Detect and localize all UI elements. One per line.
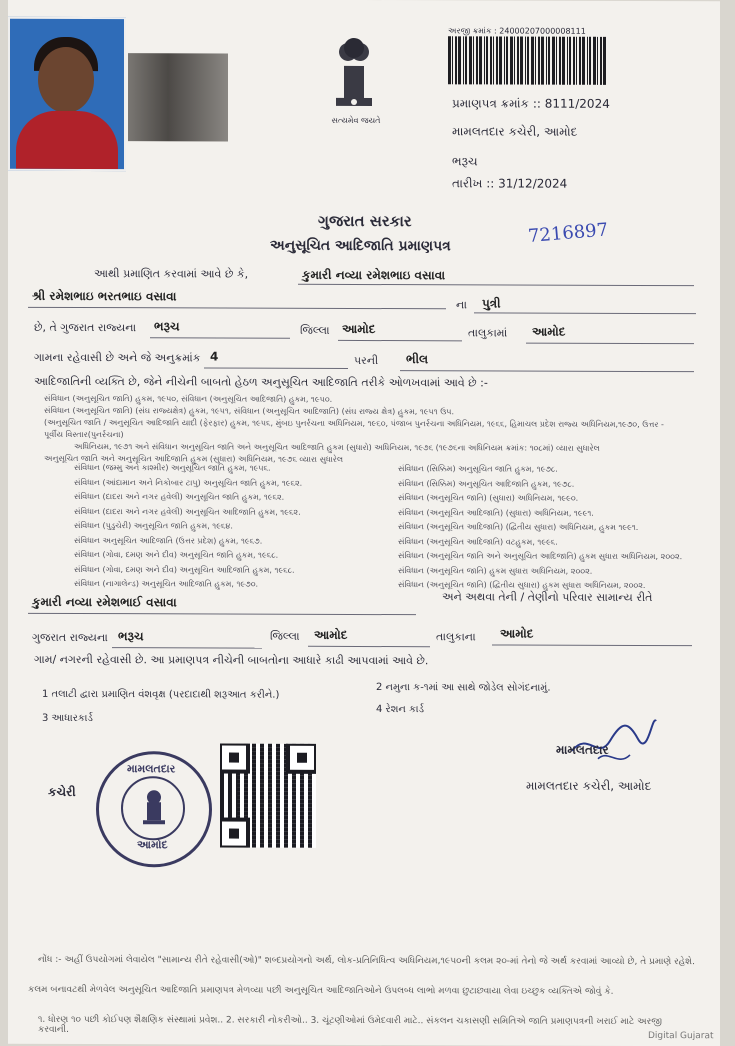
order-item: સંવિધાન (અનુસૂચિત આદિજાતિ) (દ્વિતીય સુધારા) અધિનિયમ, હુકમ ૧૯૯૧. [398, 522, 639, 532]
order-item: સંવિધાન (ગોવા, દમણ અને દીવ) અનુસૂચિત જાતિ હુકમ, ૧૯૬૮. [74, 549, 279, 560]
application-number: અરજી ક્રમાંક : 24000207000008111 [448, 26, 586, 36]
father-name: શ્રી રમેશભાઇ ભરતભાઇ વસાવા [32, 288, 177, 304]
district-value-2: ભરૂચ [118, 629, 144, 644]
emblem-seal-icon [137, 788, 171, 828]
photo-placeholder [128, 53, 228, 141]
seal-office-label: કચેરી [48, 784, 76, 799]
basis-item: 1 તલાટી દ્વારા પ્રમાણિત વંશવૃક્ષ (પરદાદાથી શરૂઆત કરીને.) [42, 688, 280, 701]
basis-item: 2 નમુના ક-૧માં આ સાથે જોડેલ સોગંદનામું. [376, 682, 551, 694]
handwritten-number: 7216897 [527, 219, 609, 248]
district-value: ભરૂચ [154, 319, 180, 334]
state-label-2: ગુજરાત રાજ્યના [32, 630, 108, 645]
order-item: સંવિધાન (નાગાલેન્ડ) અનુસૂચિત આદિજાતિ હુકમ, ૧૯૭૦. [74, 578, 259, 589]
recognition-text: આદિજાતિની વ્યક્તિ છે, જેને નીચેની બાબતો હેઠળ અનુસૂચિત આદિજાતિ તરીકે ઓળખવામાં આવે છે :- [34, 374, 488, 390]
taluka-label: તાલુકામાં [468, 326, 508, 340]
order-item: સંવિધાન (પુડુચેરી) અનુસૂચિત જાતિ હુકમ, ૧૯૬૪. [74, 520, 233, 531]
order-item: સંવિધાન (આંદામાન અને નિકોબાર ટાપુ) અનુસૂચિત જાતિ હુકમ, ૧૯૬૨. [74, 477, 303, 488]
footer-note: કલમ બનાવટથી મેળવેલ અનુસૂચિત આદિજાતિ પ્રમાણપત્ર મેળવ્યા પછી અનુસૂચિત આદિજાતિઓને ઉપલબ્ધ લાભો મળવા છુટાછવાયા લેવા ઇચ્છુક વ્યક્તિએ જોવું કે. [28, 984, 614, 997]
certificate-paper [8, 0, 720, 1046]
certificate-number: પ્રમાણપત્ર ક્રમાંક :: 8111/2024 [452, 96, 610, 111]
motto: સત્યમેવ જયતે [331, 115, 381, 126]
taluka-label-2: તાલુકાના [436, 630, 476, 644]
order-line: (અનુસૂચિત જાતિ / અનુસૂચિત આદિજાતિ યાદી (ફેરફાર) હુકમ, ૧૯૫૬, મુંબઇ પુનર્રચના અધિનિયમ, ૧૯૬૦, પંજાબ પુનર્રચના અધિનિયમ, ૧૯૬૬, હિમાચલ પ્રદેશ રાજ્ય અધિનિયમ,૧૯૭૦, ઉત્તર - પૂર્વીય વિસ્તાર(પુનર્રચના) [44, 417, 664, 440]
order-item: સંવિધાન (જમ્મુ અને કાશ્મીર) અનુસૂચિત જાતિ હુકમ, ૧૯૫૬. [74, 462, 271, 473]
order-item: સંવિધાન (અનુસૂચિત જાતિ) (સુધારા) અધિનિયમ, ૧૯૯૦. [398, 493, 579, 503]
order-item: સંવિધાન (અનુસૂચિત જાતિ અને અનુસૂચિત આદિજાતિ) હુકમ સુધારા અધિનિયમ, ૨૦૦૨. [398, 551, 683, 562]
on-label: પરની [354, 353, 379, 368]
certify-label: આથી પ્રમાણિત કરવામાં આવે છે કે, [94, 267, 249, 281]
order-item: સંવિધાન (દાદરા અને નગર હવેલી) અનુસૂચિત આદિજાતિ હુકમ, ૧૯૬૨. [74, 506, 301, 517]
orders-list [44, 393, 684, 467]
order-item: સંવિધાન (અનુસૂચિત આદિજાતિ) વટહુકમ, ૧૯૯૬. [398, 536, 558, 547]
order-item: સંવિધાન (અનુસૂચિત જાતિ) હુકમ સુધારા અધિનિયમ, ૨૦૦૨. [398, 565, 593, 576]
tribe-name: ભીલ [406, 352, 429, 367]
resident-label: ગામના રહેવાસી છે અને જે અનુક્રમાંક [34, 350, 201, 365]
seal-bottom-text: આમોદ [137, 838, 168, 852]
signatory-title: મામલતદાર [556, 742, 609, 757]
applicant-name: કુમારી નવ્યા રમેશભાઇ વસાવા [302, 267, 446, 283]
barcode [448, 36, 608, 85]
family-label: અને અથવા તેની / તેણીનો પરિવાર સામાન્ય રીતે [442, 590, 653, 605]
national-emblem-icon [326, 36, 382, 114]
basis-item: 3 આધારકાર્ડ [42, 712, 93, 725]
order-item: સંવિધાન (સિક્કિમ) અનુસૂચિત આદિજાતિ હુકમ, ૧૯૭૮. [398, 478, 575, 489]
village-value-2: આમોદ [500, 626, 534, 641]
basis-item: 4 રેશન કાર્ડ [376, 704, 425, 716]
digital-gujarat-label: Digital Gujarat [648, 1030, 714, 1042]
qr-code [220, 743, 316, 847]
district-name: ભરૂચ [452, 154, 478, 169]
order-item: સંવિધાન (અનુસૂચિત જાતિ) (દ્વિતીય સુધારા) હુકમ સુધારા અધિનિયમ, ૨૦૦૨. [398, 580, 646, 590]
order-line: સંવિધાન (અનુસૂચિત જાતિ) હુકમ, ૧૯૫૦, સંવિધાન (અનુસૂચિત આદિજાતિ) હુકમ, ૧૯૫૦. [44, 393, 333, 404]
seal-title: મામલતદાર [127, 762, 176, 776]
order-item: સંવિધાન (દાદરા અને નગર હવેલી) અનુસૂચિત જાતિ હુકમ, ૧૯૬૨. [74, 491, 285, 502]
taluka-value-2: આમોદ [314, 627, 348, 642]
of-label: ના [456, 298, 467, 312]
order-item: સંવિધાન (ગોવા, દમણ અને દીવ) અનુસૂચિત આદિજાતિ હુકમ, ૧૯૬૮. [74, 564, 295, 575]
signatory-office: મામલતદાર કચેરી, આમોદ [526, 778, 652, 794]
certificate-title: અનુસૂચિત આદિજાતિ પ્રમાણપત્ર [270, 237, 451, 255]
order-item: સંવિધાન (અનુસૂચિત આદિજાતિ) (સુધારા) અધિનિયમ, ૧૯૯૧. [398, 507, 594, 518]
signature [568, 711, 658, 771]
state-label: છે, તે ગુજરાત રાજ્યના [34, 320, 137, 335]
village-value: આમોદ [532, 324, 566, 339]
basis-intro: ગામ/ નગરની રહેવાસી છે. આ પ્રમાણપત્ર નીચેની બાબતોના આધારે કાઢી આપવામાં આવે છે. [34, 652, 429, 668]
order-line: અનુસૂચિત જાતિ અને અનુસૂચિત આદિજાતિ હુકમ (સુધારા) અધિનિયમ, ૧૯૭૬ વ્યારા સુધારેલ [44, 453, 343, 464]
order-item: સંવિધાન (સિક્કિમ) અનુસૂચિત જાતિ હુકમ, ૧૯૭૮. [398, 464, 558, 474]
district-label: જિલ્લા [300, 323, 330, 337]
applicant-photo [8, 17, 126, 171]
applicant-name-repeat: કુમારી નવ્યા રમેશભાઈ વસાવા [32, 594, 177, 610]
issuing-office: મામલતદાર કચેરી, આમોદ [452, 124, 578, 139]
order-item: સંવિધાન અનુસૂચિત આદિજાતિ (ઉત્તર પ્રદેશ) હુકમ, ૧૯૬૭. [74, 535, 263, 546]
orders-right-column [398, 462, 698, 594]
order-line: અધિનિયમ, ૧૯૭૧ અને સંવિધાન અનુસૂચિત જાતિ અને અનુસૂચિત આદિજાતિ હુકમ (સુધારો) અધિનિયમ, ૧૯૭૬ (૧૯૭૬ના અધિનિયમ ક્રમાંક: ૧૦૮માં) વ્યારા સુધારેલ [74, 441, 600, 453]
relation: પુત્રી [482, 296, 501, 311]
official-seal [96, 751, 212, 867]
order-line: સંવિધાન (અનુસૂચિત જાતિ) (સંઘ રાજ્યક્ષેત્ર) હુકમ, ૧૯૫૧, સંવિધાન (અનુસૂચિત આદિજાતિ) (સંઘ રાજ્ય ક્ષેત્ર) હુકમ, ૧૯૫૧ ઉપ. [44, 405, 455, 417]
orders-left-column [74, 461, 374, 593]
government-title: ગુજરાત સરકાર [318, 211, 412, 231]
serial-number: 4 [210, 349, 219, 364]
district-label-2: જિલ્લા [270, 629, 300, 643]
issue-date: તારીખ :: 31/12/2024 [452, 176, 568, 191]
footer-note: ૧. ધોરણ ૧૦ પછી કોઈપણ શૈક્ષણિક સંસ્થામાં પ્રવેશ.. 2. સરકારી નોકરીઓ.. 3. ચૂંટણીઓમાં ઉમેદવારી માટે.. સંકલન ચકાસણી સમિતિએ જાતિ પ્રમાણપત્રની ખરાઈ માટે અરજી કરવાની. [38, 1014, 662, 1035]
footer-note: નોંધ :- અહીં ઉપયોગમાં લેવાયેલ "સામાન્ય રીતે રહેવાસી(ઓ)" શબ્દપ્રયોગનો અર્થ, લોક-પ્રતિનિધિત્વ અધિનિયમ,૧૯૫૦ની કલમ ૨૦-માં તેનો જે અર્થ કરવામાં આવ્યો છે, તે પ્રમાણે રહેશે. [38, 954, 695, 968]
taluka-value: આમોદ [342, 321, 376, 337]
